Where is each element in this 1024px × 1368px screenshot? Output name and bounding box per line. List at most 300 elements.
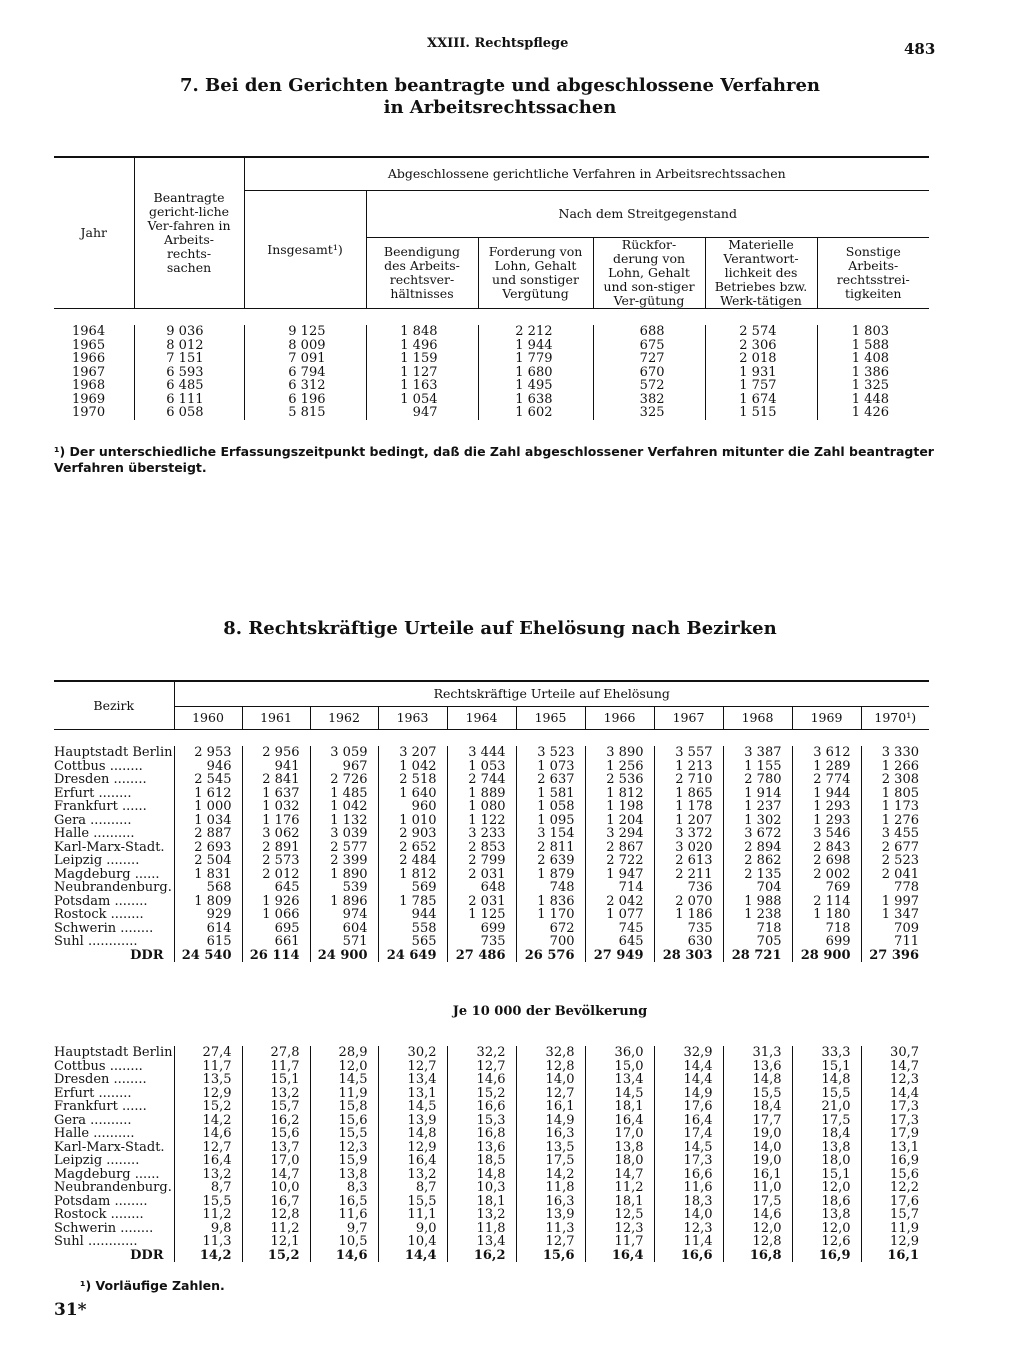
value-cell: 5 815	[244, 406, 366, 420]
value-cell: 1 812	[378, 868, 447, 882]
value-cell: 727	[593, 352, 705, 366]
col-header-district: Bezirk	[54, 681, 174, 730]
value-cell: 2 903	[378, 827, 447, 841]
value-cell: 14,7	[242, 1168, 310, 1182]
table-row	[54, 352, 929, 366]
value-cell: 675	[593, 339, 705, 353]
group-header-completed: Abgeschlossene gerichtliche Verfahren in Arbeitsrechtssachen	[244, 157, 929, 191]
value-cell: 1 515	[705, 406, 817, 420]
value-cell: 960	[378, 800, 447, 814]
value-cell: 1 010	[378, 814, 447, 828]
value-cell: 699	[792, 935, 861, 949]
value-cell: 15,5	[378, 1195, 447, 1209]
value-cell: 17,9	[861, 1127, 929, 1141]
value-cell: 1 042	[310, 800, 378, 814]
value-cell: 19,0	[723, 1127, 792, 1141]
value-cell: 3 372	[654, 827, 723, 841]
value-cell: 9,8	[174, 1222, 242, 1236]
value-cell: 3 059	[310, 746, 378, 760]
value-cell: 929	[174, 908, 242, 922]
value-cell: 30,7	[861, 1046, 929, 1060]
value-cell: 558	[378, 922, 447, 936]
value-cell: 569	[378, 881, 447, 895]
table-row	[54, 1127, 929, 1141]
value-cell: 2 774	[792, 773, 861, 787]
table-row	[54, 1060, 929, 1074]
total-cell: 15,2	[242, 1249, 310, 1263]
value-cell: 2 637	[516, 773, 585, 787]
value-cell: 14,0	[654, 1208, 723, 1222]
district-name: Neubrandenburg.	[54, 1180, 172, 1195]
value-cell: 2 211	[654, 868, 723, 882]
value-cell: 16,4	[585, 1114, 654, 1128]
value-cell: 1 785	[378, 895, 447, 909]
district-name: Karl-Marx-Stadt.	[54, 1139, 165, 1155]
table-row	[54, 1087, 929, 1101]
value-cell: 714	[585, 881, 654, 895]
page-number: 483	[904, 40, 936, 58]
value-cell: 14,8	[723, 1073, 792, 1087]
value-cell: 565	[378, 935, 447, 949]
district-name: Schwerin ........	[54, 1220, 154, 1236]
value-cell: 15,5	[723, 1087, 792, 1101]
district-name: Rostock ........	[54, 907, 144, 922]
table-row	[54, 1181, 929, 1195]
value-cell: 13,2	[378, 1168, 447, 1182]
value-cell: 718	[792, 922, 861, 936]
total-cell: 14,2	[174, 1249, 242, 1263]
value-cell: 2 853	[447, 841, 516, 855]
value-cell: 1 848	[366, 325, 478, 339]
value-cell: 700	[516, 935, 585, 949]
value-cell: 2 894	[723, 841, 792, 855]
year-header: 1961	[242, 707, 310, 730]
value-cell: 1 289	[792, 760, 861, 774]
value-cell: 1 674	[705, 393, 817, 407]
value-cell: 3 455	[861, 827, 929, 841]
value-cell: 11,8	[447, 1222, 516, 1236]
value-cell: 16,5	[310, 1195, 378, 1209]
total-row	[54, 949, 929, 963]
year-header: 1965	[516, 707, 585, 730]
value-cell: 745	[585, 922, 654, 936]
value-cell: 1 914	[723, 787, 792, 801]
value-cell: 28,9	[310, 1046, 378, 1060]
value-cell: 704	[723, 881, 792, 895]
col-header-total: Insgesamt¹)	[244, 191, 366, 309]
value-cell: 15,5	[174, 1195, 242, 1209]
table-row	[54, 908, 929, 922]
value-cell: 15,8	[310, 1100, 378, 1114]
value-cell: 709	[861, 922, 929, 936]
district-name: Hauptstadt Berlin	[54, 1045, 173, 1060]
district-name: Hauptstadt Berlin	[54, 745, 173, 760]
value-cell: 1 408	[817, 352, 929, 366]
value-cell: 1 198	[585, 800, 654, 814]
table-row	[54, 773, 929, 787]
table1-title-line2: in Arbeitsrechtssachen	[383, 97, 617, 118]
year-header: 1963	[378, 707, 447, 730]
district-name: Suhl ............	[54, 934, 138, 949]
value-cell: 13,4	[378, 1073, 447, 1087]
table-row	[54, 814, 929, 828]
value-cell: 571	[310, 935, 378, 949]
value-cell: 15,3	[447, 1114, 516, 1128]
value-cell: 645	[242, 881, 310, 895]
value-cell: 17,6	[654, 1100, 723, 1114]
value-cell: 12,3	[585, 1222, 654, 1236]
value-cell: 13,2	[242, 1087, 310, 1101]
value-cell: 1 204	[585, 814, 654, 828]
table-row	[54, 1073, 929, 1087]
value-cell: 615	[174, 935, 242, 949]
value-cell: 3 207	[378, 746, 447, 760]
value-cell: 1 213	[654, 760, 723, 774]
value-cell: 735	[447, 935, 516, 949]
value-cell: 1 757	[705, 379, 817, 393]
value-cell: 2 953	[174, 746, 242, 760]
value-cell: 1 926	[242, 895, 310, 909]
value-cell: 1 588	[817, 339, 929, 353]
value-cell: 1 812	[585, 787, 654, 801]
table-row	[54, 1141, 929, 1155]
value-cell: 1 865	[654, 787, 723, 801]
value-cell: 18,1	[447, 1195, 516, 1209]
value-cell: 2 012	[242, 868, 310, 882]
value-cell: 2 710	[654, 773, 723, 787]
value-cell: 32,9	[654, 1046, 723, 1060]
value-cell: 17,5	[792, 1114, 861, 1128]
value-cell: 13,9	[378, 1114, 447, 1128]
value-cell: 2 545	[174, 773, 242, 787]
value-cell: 3 062	[242, 827, 310, 841]
value-cell: 11,3	[174, 1235, 242, 1249]
value-cell: 2 002	[792, 868, 861, 882]
year-header: 1962	[310, 707, 378, 730]
value-cell: 670	[593, 366, 705, 380]
year-header: 1968	[723, 707, 792, 730]
value-cell: 33,3	[792, 1046, 861, 1060]
value-cell: 16,3	[516, 1195, 585, 1209]
value-cell: 13,8	[792, 1208, 861, 1222]
value-cell: 2 841	[242, 773, 310, 787]
value-cell: 1 386	[817, 366, 929, 380]
value-cell: 1 680	[478, 366, 593, 380]
district-name: Magdeburg ......	[54, 1166, 160, 1182]
total-cell: 16,1	[861, 1249, 929, 1263]
value-cell: 2 070	[654, 895, 723, 909]
value-cell: 1 276	[861, 814, 929, 828]
year-cell: 1967	[72, 364, 106, 380]
value-cell: 14,6	[723, 1208, 792, 1222]
value-cell: 14,6	[447, 1073, 516, 1087]
value-cell: 13,4	[447, 1235, 516, 1249]
value-cell: 13,8	[585, 1141, 654, 1155]
value-cell: 15,5	[792, 1087, 861, 1101]
value-cell: 1 831	[174, 868, 242, 882]
value-cell: 1 080	[447, 800, 516, 814]
value-cell: 1 159	[366, 352, 478, 366]
value-cell: 2 308	[861, 773, 929, 787]
total-cell: 14,4	[378, 1249, 447, 1263]
value-cell: 13,6	[447, 1141, 516, 1155]
district-name: Neubrandenburg.	[54, 880, 172, 895]
value-cell: 17,3	[861, 1100, 929, 1114]
table-row	[54, 1168, 929, 1182]
value-cell: 711	[861, 935, 929, 949]
table1-title	[150, 75, 850, 119]
table-row	[54, 325, 929, 339]
value-cell: 6 111	[134, 393, 244, 407]
value-cell: 3 612	[792, 746, 861, 760]
value-cell: 748	[516, 881, 585, 895]
value-cell: 13,2	[174, 1168, 242, 1182]
col-header-other: Sonstige Arbeits-rechtsstrei-tigkeiten	[817, 238, 929, 309]
value-cell: 1 000	[174, 800, 242, 814]
total-row	[54, 1249, 929, 1263]
value-cell: 325	[593, 406, 705, 420]
running-header: XXIII. Rechtspflege	[427, 36, 569, 51]
value-cell: 15,2	[447, 1087, 516, 1101]
value-cell: 16,3	[516, 1127, 585, 1141]
value-cell: 16,4	[654, 1114, 723, 1128]
value-cell: 3 387	[723, 746, 792, 760]
total-cell: 14,6	[310, 1249, 378, 1263]
group-header-judgements: Rechtskräftige Urteile auf Ehelösung	[174, 681, 929, 707]
value-cell: 382	[593, 393, 705, 407]
value-cell: 8 012	[134, 339, 244, 353]
value-cell: 13,9	[516, 1208, 585, 1222]
value-cell: 12,6	[792, 1235, 861, 1249]
table-row	[54, 787, 929, 801]
value-cell: 14,5	[378, 1100, 447, 1114]
table2-body	[54, 746, 929, 962]
value-cell: 2 399	[310, 854, 378, 868]
value-cell: 15,1	[792, 1060, 861, 1074]
value-cell: 15,1	[242, 1073, 310, 1087]
value-cell: 1 496	[366, 339, 478, 353]
value-cell: 1 997	[861, 895, 929, 909]
value-cell: 2 799	[447, 854, 516, 868]
value-cell: 13,8	[310, 1168, 378, 1182]
value-cell: 2 031	[447, 868, 516, 882]
year-cell: 1969	[72, 391, 106, 407]
table-row	[54, 800, 929, 814]
value-cell: 1 879	[516, 868, 585, 882]
value-cell: 2 518	[378, 773, 447, 787]
value-cell: 2 114	[792, 895, 861, 909]
value-cell: 630	[654, 935, 723, 949]
table1-title-line1: 7. Bei den Gerichten beantragte und abgeschlossene Verfahren	[179, 75, 821, 96]
value-cell: 15,9	[310, 1154, 378, 1168]
value-cell: 2 504	[174, 854, 242, 868]
value-cell: 1 485	[310, 787, 378, 801]
value-cell: 735	[654, 922, 723, 936]
value-cell: 2 484	[378, 854, 447, 868]
district-name: Potsdam ........	[54, 1193, 148, 1209]
value-cell: 1 032	[242, 800, 310, 814]
value-cell: 11,2	[585, 1181, 654, 1195]
total-cell: 26 114	[242, 949, 310, 963]
value-cell: 947	[366, 406, 478, 420]
table-divorce-judgements	[54, 680, 929, 962]
value-cell: 967	[310, 760, 378, 774]
value-cell: 1 302	[723, 814, 792, 828]
value-cell: 2 042	[585, 895, 654, 909]
value-cell: 2 573	[242, 854, 310, 868]
value-cell: 19,0	[723, 1154, 792, 1168]
value-cell: 10,0	[242, 1181, 310, 1195]
total-cell: 27 949	[585, 949, 654, 963]
value-cell: 769	[792, 881, 861, 895]
value-cell: 15,5	[310, 1127, 378, 1141]
value-cell: 736	[654, 881, 723, 895]
table-row	[54, 854, 929, 868]
district-name: Suhl ............	[54, 1234, 138, 1249]
value-cell: 11,9	[310, 1087, 378, 1101]
value-cell: 1 944	[478, 339, 593, 353]
value-cell: 18,5	[447, 1154, 516, 1168]
value-cell: 3 672	[723, 827, 792, 841]
value-cell: 15,7	[861, 1208, 929, 1222]
value-cell: 604	[310, 922, 378, 936]
value-cell: 12,9	[861, 1235, 929, 1249]
total-cell: 28 721	[723, 949, 792, 963]
value-cell: 14,9	[516, 1114, 585, 1128]
value-cell: 15,0	[585, 1060, 654, 1074]
value-cell: 14,2	[516, 1168, 585, 1182]
value-cell: 32,8	[516, 1046, 585, 1060]
value-cell: 2 536	[585, 773, 654, 787]
value-cell: 13,7	[242, 1141, 310, 1155]
value-cell: 27,4	[174, 1046, 242, 1060]
value-cell: 2 698	[792, 854, 861, 868]
value-cell: 36,0	[585, 1046, 654, 1060]
value-cell: 14,8	[792, 1073, 861, 1087]
value-cell: 12,3	[310, 1141, 378, 1155]
district-name: Schwerin ........	[54, 920, 154, 936]
value-cell: 1 237	[723, 800, 792, 814]
value-cell: 14,9	[654, 1087, 723, 1101]
value-cell: 1 170	[516, 908, 585, 922]
table-row	[54, 760, 929, 774]
value-cell: 1 042	[378, 760, 447, 774]
total-cell: 27 486	[447, 949, 516, 963]
value-cell: 1 612	[174, 787, 242, 801]
value-cell: 14,8	[447, 1168, 516, 1182]
value-cell: 16,6	[654, 1168, 723, 1182]
district-name: Erfurt ........	[54, 1085, 132, 1101]
value-cell: 10,5	[310, 1235, 378, 1249]
value-cell: 18,1	[585, 1100, 654, 1114]
value-cell: 1 581	[516, 787, 585, 801]
value-cell: 1 122	[447, 814, 516, 828]
total-cell: 15,6	[516, 1249, 585, 1263]
value-cell: 1 640	[378, 787, 447, 801]
value-cell: 14,7	[585, 1168, 654, 1182]
year-header: 1969	[792, 707, 861, 730]
table-row	[54, 935, 929, 949]
value-cell: 13,5	[174, 1073, 242, 1087]
col-header-wage: Forderung von Lohn, Gehalt und sonstiger Vergütung	[478, 238, 593, 309]
table-row	[54, 1195, 929, 1209]
value-cell: 3 890	[585, 746, 654, 760]
table-row	[54, 841, 929, 855]
value-cell: 11,6	[654, 1181, 723, 1195]
value-cell: 539	[310, 881, 378, 895]
value-cell: 1 058	[516, 800, 585, 814]
value-cell: 12,7	[174, 1141, 242, 1155]
district-name: Cottbus ........	[54, 1058, 143, 1074]
value-cell: 1 988	[723, 895, 792, 909]
value-cell: 2 135	[723, 868, 792, 882]
value-cell: 1 266	[861, 760, 929, 774]
value-cell: 2 613	[654, 854, 723, 868]
value-cell: 11,3	[516, 1222, 585, 1236]
value-cell: 13,4	[585, 1073, 654, 1087]
year-header: 1966	[585, 707, 654, 730]
table-row	[54, 895, 929, 909]
value-cell: 31,3	[723, 1046, 792, 1060]
value-cell: 12,9	[378, 1141, 447, 1155]
value-cell: 6 058	[134, 406, 244, 420]
year-header: 1967	[654, 707, 723, 730]
value-cell: 1 947	[585, 868, 654, 882]
value-cell: 13,8	[792, 1141, 861, 1155]
total-cell: 28 303	[654, 949, 723, 963]
value-cell: 1 779	[478, 352, 593, 366]
value-cell: 1 803	[817, 325, 929, 339]
value-cell: 2 031	[447, 895, 516, 909]
value-cell: 3 523	[516, 746, 585, 760]
table-row	[54, 366, 929, 380]
value-cell: 1 347	[861, 908, 929, 922]
value-cell: 1 053	[447, 760, 516, 774]
value-cell: 12,8	[723, 1235, 792, 1249]
district-name: Magdeburg ......	[54, 866, 160, 882]
table-row	[54, 339, 929, 353]
table-row	[54, 1235, 929, 1249]
value-cell: 14,5	[585, 1087, 654, 1101]
value-cell: 2 523	[861, 854, 929, 868]
value-cell: 1 163	[366, 379, 478, 393]
value-cell: 614	[174, 922, 242, 936]
district-name: Leipzig ........	[54, 853, 140, 868]
value-cell: 12,5	[585, 1208, 654, 1222]
total-cell: 16,9	[792, 1249, 861, 1263]
value-cell: 18,0	[792, 1154, 861, 1168]
value-cell: 9 036	[134, 325, 244, 339]
value-cell: 13,1	[378, 1087, 447, 1101]
year-cell: 1964	[72, 324, 106, 339]
total-label: DDR	[130, 1247, 164, 1263]
value-cell: 1 426	[817, 406, 929, 420]
col-header-liability: Materielle Verantwort-lichkeit des Betriebes bzw. Werk-tätigen	[705, 238, 817, 309]
value-cell: 14,4	[654, 1060, 723, 1074]
value-cell: 14,5	[310, 1073, 378, 1087]
value-cell: 1 066	[242, 908, 310, 922]
value-cell: 1 637	[242, 787, 310, 801]
value-cell: 12,8	[242, 1208, 310, 1222]
value-cell: 695	[242, 922, 310, 936]
value-cell: 10,4	[378, 1235, 447, 1249]
value-cell: 11,2	[174, 1208, 242, 1222]
value-cell: 2 212	[478, 325, 593, 339]
value-cell: 10,3	[447, 1181, 516, 1195]
year-cell: 1968	[72, 378, 106, 393]
value-cell: 1 896	[310, 895, 378, 909]
value-cell: 1 602	[478, 406, 593, 420]
